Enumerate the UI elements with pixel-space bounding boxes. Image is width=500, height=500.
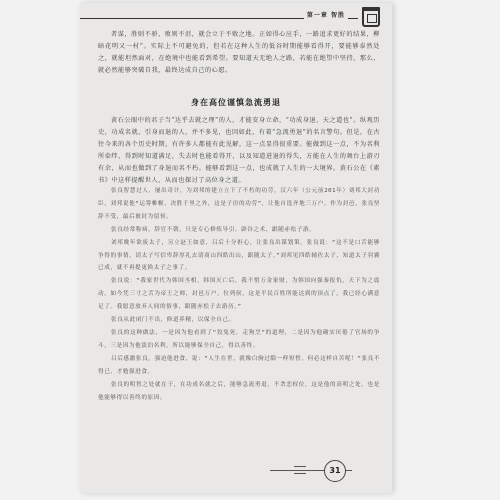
paragraph-middle (98, 115, 380, 186)
footer-ornament-icon (294, 466, 306, 474)
paragraph-text: 张良的这种做法，一是因为他看到了“狡兔死，走狗烹”的道理，二是因为他确实厌倦了官场的争斗，三是因为他淡泊名利，所以能够保全自己，得以善终。 (98, 329, 380, 349)
book-page (80, 3, 392, 493)
paragraph-text: 张良的明智之处就在于，在功成名就之后，能够急流勇退，不贪恋权位，这是他的高明之处，也是他能够得以善终的原因。 (98, 381, 380, 401)
section-heading: 身在高位谨慎急流勇退 (191, 97, 281, 107)
paragraph-text: 吕后感激张良，强迫他进食，说：“人生在世，就像白驹过隙一样短暂，何必这样自苦呢！”张良不得已，才勉强进食。 (98, 355, 380, 375)
paragraph-text: 张良经常称病，辞官不朝，只是专心修炼导引、辟谷之术，跟随赤松子游。 (111, 226, 316, 233)
paragraph-top (98, 29, 380, 77)
header-emblem-icon (362, 7, 380, 27)
page-footer (80, 459, 392, 481)
paragraph-text: 者谋，胜则不骄，败则不沮，就会立于不败之地。正如得心应手，一路追求更好的结果，柳暗花明又一村”。实际上不可避免的，但若在这种人生的低谷时期能够看得开，要能够泰然处之，就能坦然面对，在绝境中也能看到希望。要知道天无绝人之路，若能在绝望中坚持，那么，就必然能够突破自我，最终达成自己的心愿。 (98, 31, 380, 74)
running-header (80, 9, 392, 25)
paragraph-text: 张良说：“我家世代为韩国丞相，韩国灭亡后，我不惜万金家财，为韩国向强秦报仇，天下为之震动。如今凭三寸之舌为帝王之师，封邑万户，位列侯，这是平民百姓所能达到的顶点了，我已经心满意足了。我愿意放弃人间的俗事，跟随赤松子去游历。” (98, 278, 380, 311)
paragraph-text: 张良智慧过人，屡出奇计，为刘邦的建立立下了不朽的功劳，汉六年（公元前201年）刘邦大封功臣，刘邦说他“运筹帷幄，决胜千里之外，这是子房的功劳”，让他自选齐地三万户，作为封邑，张良坚辞不受，最后被封为留侯。 (98, 188, 380, 220)
paragraph-text: 刘邦晚年欲废太子，另立赵王如意，吕后十分担心，让张良出谋划策。张良说：“这不是口舌能够争得的事情，请太子写信卑辞厚礼去请商山四皓出山，跟随太子。”刘邦见四皓辅佐太子，知道太子羽翼已成，就不再提更换太子之事了。 (98, 239, 380, 272)
paragraph-bottom (98, 185, 380, 404)
chapter-label: 第一章 智胜 (304, 10, 348, 19)
paragraph-text: 张良从此闭门不出，修道养精，以保全自己。 (111, 317, 235, 324)
page-number: 31 (324, 460, 346, 482)
paragraph-text: 黄石公眼中的君子当“达乎去就之理”的人，才能安身立命，“功成身退，天之道也”。纵观历史，功成名就，引身而退的人，并不多见，也因如此，有着“急流勇退”的名言警句。但是，在古往今来的各个历史时期，有许多人都能有此见解，这一点显得很重要。能做到这一点，不为名利所牵绊，得到时知道满足，失去时也能看得开，以及知道进退的得失，方能在人生的舞台上游刃有余，从而也做到了身退而名不朽。能够看到这一点，也成就了人生的一大境界。黄石公在《素书》中这样提醒世人，从而也探讨了高位身之道。 (98, 117, 380, 184)
